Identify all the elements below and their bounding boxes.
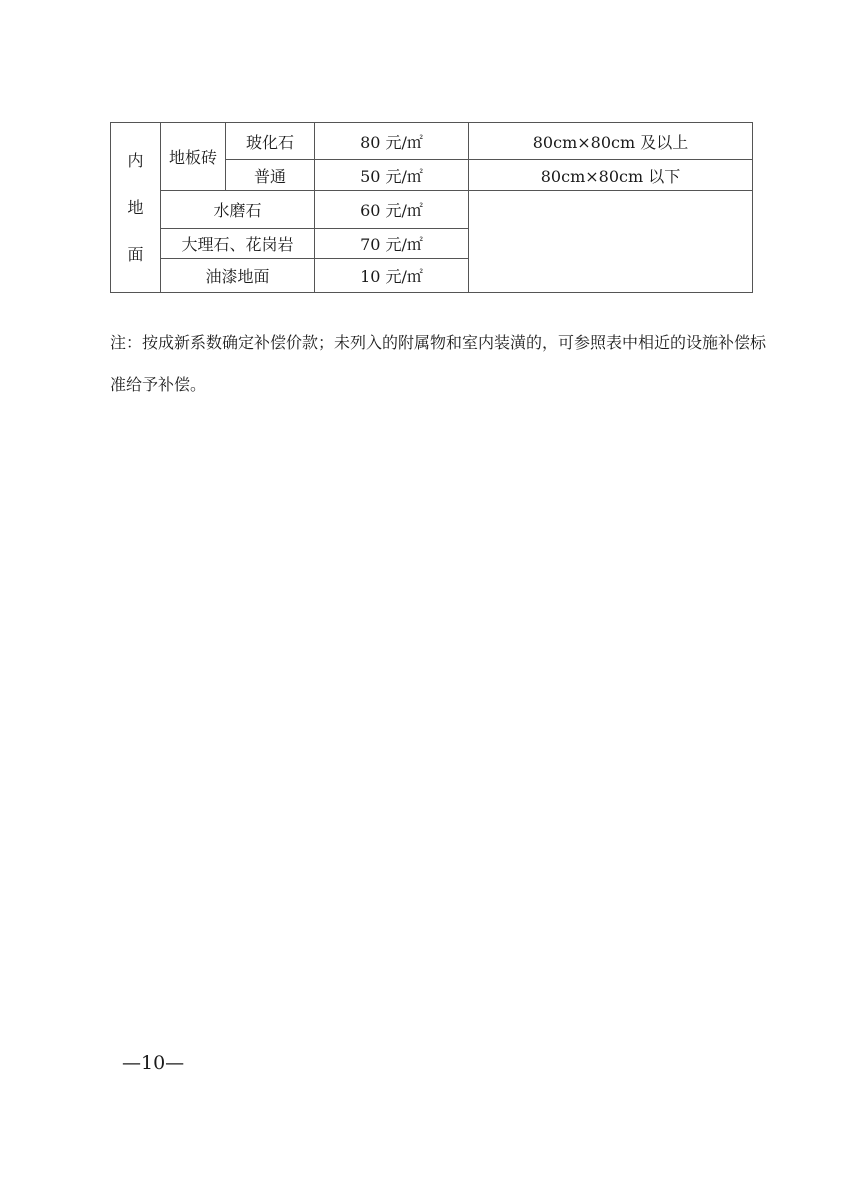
page-number: —10—	[122, 1052, 185, 1074]
item-name: 玻化石	[226, 123, 315, 160]
item-name: 大理石、花岗岩	[161, 229, 315, 259]
item-name: 水磨石	[161, 191, 315, 229]
price-cell: 10 元/㎡	[315, 259, 469, 293]
group-label-char: 地	[127, 198, 144, 217]
spec-cell: 80cm×80cm 及以上	[469, 123, 753, 160]
price-cell: 70 元/㎡	[315, 229, 469, 259]
compensation-table	[110, 122, 753, 293]
group-label-char: 面	[127, 245, 144, 264]
price-cell: 80 元/㎡	[315, 123, 469, 160]
group-label-cell	[111, 123, 161, 293]
spec-cell-empty	[469, 191, 753, 293]
note-paragraph: 注：按成新系数确定补偿价款；未列入的附属物和室内装潢的，可参照表中相近的设施补偿标准给予补偿。	[110, 333, 767, 394]
price-cell: 50 元/㎡	[315, 160, 469, 191]
price-cell: 60 元/㎡	[315, 191, 469, 229]
item-name: 油漆地面	[161, 259, 315, 293]
spec-cell: 80cm×80cm 以下	[469, 160, 753, 191]
table-row	[111, 191, 753, 229]
table-row	[111, 123, 753, 160]
group-label-char: 内	[127, 151, 144, 170]
item-name: 普通	[226, 160, 315, 191]
floor-tile-label: 地板砖	[161, 123, 226, 191]
